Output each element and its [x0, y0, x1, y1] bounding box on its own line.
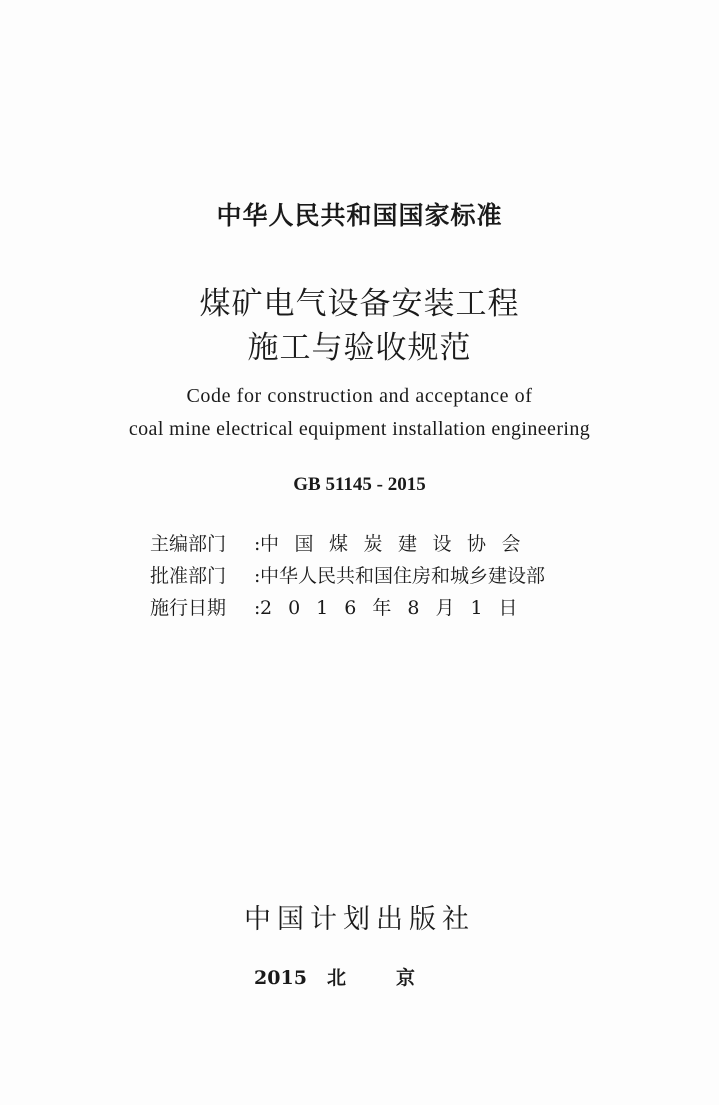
publication-place-year — [0, 963, 719, 990]
editor-value: 中国煤炭建设协会 — [260, 533, 537, 555]
approver-value: 中华人民共和国住房和城乡建设部 — [260, 565, 546, 587]
effective-date-row — [150, 593, 534, 620]
approver-department-row — [150, 561, 545, 588]
effective-label: 施行日期 — [150, 597, 227, 619]
editor-label: 主编部门 — [150, 533, 227, 555]
editor-department-row — [150, 529, 536, 556]
publication-year: 2015 — [254, 967, 307, 989]
standard-series-title: 中华人民共和国国家标准 — [216, 201, 503, 230]
approver-colon: : — [254, 565, 261, 587]
chinese-title-line-1: 煤矿电气设备安装工程 — [199, 286, 520, 322]
standard-code: GB 51145 - 2015 — [293, 474, 426, 495]
approver-label: 批准部门 — [150, 565, 227, 587]
publisher-name: 中国计划出版社 — [244, 904, 475, 935]
english-title-line-2: coal mine electrical equipment installation engineering — [128, 418, 591, 440]
publication-city: 北京 — [326, 967, 465, 989]
effective-value: 2016年8月1日 — [260, 597, 534, 619]
chinese-title-line-2: 施工与验收规范 — [247, 330, 472, 366]
editor-colon: : — [254, 533, 261, 555]
english-title-line-1: Code for construction and acceptance of — [186, 385, 533, 407]
effective-colon: : — [254, 597, 261, 619]
